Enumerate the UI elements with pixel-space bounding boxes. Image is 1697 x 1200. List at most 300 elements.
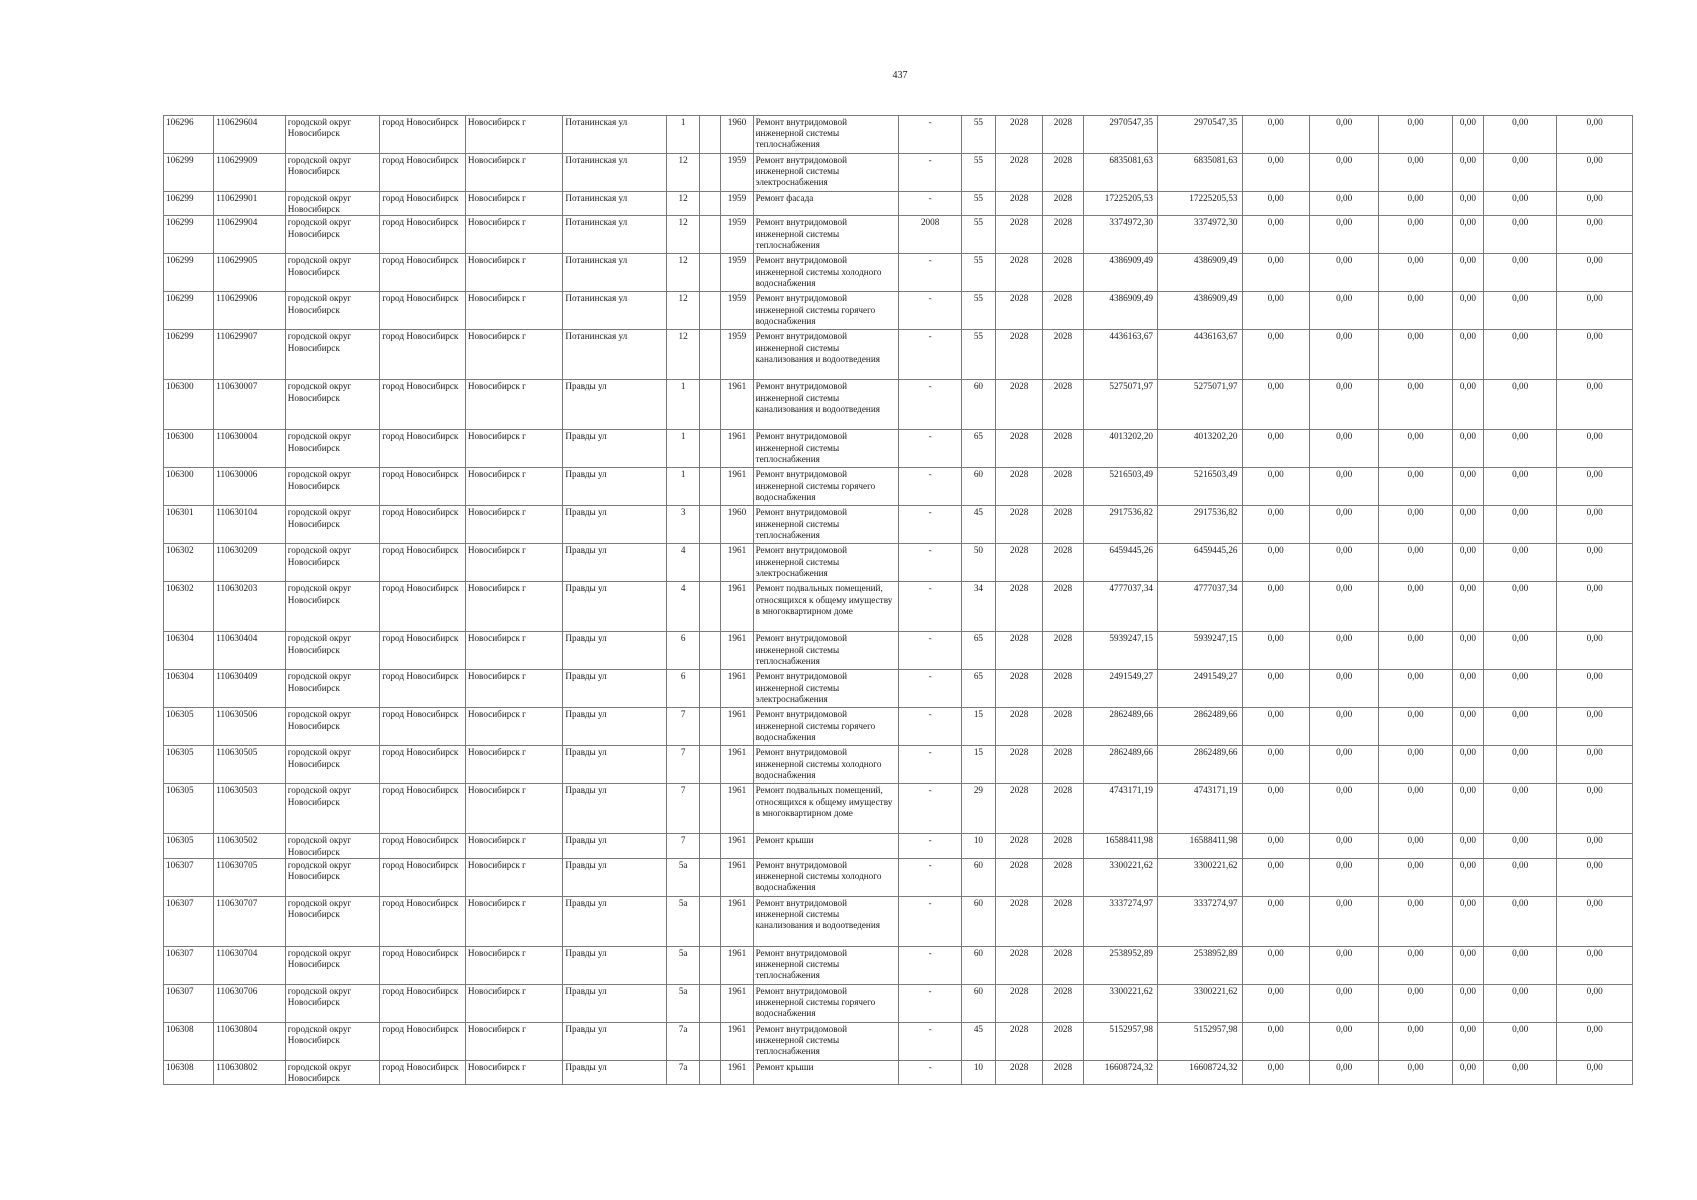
funding-2-cell: 0,00 [1309, 254, 1378, 292]
funding-6-cell: 0,00 [1557, 984, 1633, 1022]
house-number-cell: 1 [667, 468, 700, 506]
building-corpus-cell [700, 746, 721, 784]
settlement-cell: Новосибирск г [465, 946, 563, 984]
funding-2-cell: 0,00 [1309, 216, 1378, 254]
previous-repair-year-cell: - [899, 468, 961, 506]
construction-year-cell: 1961 [721, 632, 753, 670]
municipal-district-cell: городской округ Новосибирск [285, 746, 380, 784]
repair-cost-cell: 3374972,30 [1083, 216, 1157, 254]
funding-6-cell: 0,00 [1557, 192, 1633, 216]
house-number-cell: 12 [667, 254, 700, 292]
house-number-cell: 7 [667, 708, 700, 746]
funding-3-cell: 0,00 [1379, 292, 1452, 330]
house-number-cell: 3 [667, 506, 700, 544]
building-corpus-cell [700, 1060, 721, 1084]
row-code-cell: 110630004 [214, 430, 285, 468]
settlement-cell: Новосибирск г [465, 708, 563, 746]
construction-year-cell: 1959 [721, 154, 753, 192]
funding-4-cell: 0,00 [1452, 430, 1483, 468]
plan-year-start-cell: 2028 [996, 116, 1043, 154]
wear-percent-cell: 60 [961, 468, 995, 506]
funding-3-cell: 0,00 [1379, 154, 1452, 192]
plan-year-start-cell: 2028 [996, 784, 1043, 834]
wear-percent-cell: 50 [961, 544, 995, 582]
plan-year-end-cell: 2028 [1043, 254, 1083, 292]
construction-year-cell: 1961 [721, 984, 753, 1022]
funding-4-cell: 0,00 [1452, 1022, 1483, 1060]
funding-5-cell: 0,00 [1483, 154, 1556, 192]
city-cell: город Новосибирск [380, 506, 466, 544]
funding-5-cell: 0,00 [1483, 468, 1556, 506]
row-id-cell: 106300 [164, 468, 214, 506]
funding-4-cell: 0,00 [1452, 984, 1483, 1022]
plan-year-end-cell: 2028 [1043, 192, 1083, 216]
building-corpus-cell [700, 858, 721, 896]
construction-year-cell: 1960 [721, 116, 753, 154]
table-row [164, 708, 1633, 746]
plan-year-end-cell: 2028 [1043, 708, 1083, 746]
repair-cost-total-cell: 2538952,89 [1158, 946, 1243, 984]
street-cell: Правды ул [563, 1060, 667, 1084]
repair-cost-cell: 16588411,98 [1083, 834, 1157, 858]
city-cell: город Новосибирск [380, 116, 466, 154]
row-id-cell: 106299 [164, 254, 214, 292]
repair-cost-total-cell: 4436163,67 [1158, 330, 1243, 380]
city-cell: город Новосибирск [380, 984, 466, 1022]
plan-year-start-cell: 2028 [996, 468, 1043, 506]
wear-percent-cell: 15 [961, 746, 995, 784]
funding-3-cell: 0,00 [1379, 506, 1452, 544]
house-number-cell: 12 [667, 154, 700, 192]
municipal-district-cell: городской округ Новосибирск [285, 784, 380, 834]
funding-6-cell: 0,00 [1557, 330, 1633, 380]
funding-5-cell: 0,00 [1483, 896, 1556, 946]
house-number-cell: 7 [667, 834, 700, 858]
funding-3-cell: 0,00 [1379, 746, 1452, 784]
plan-year-end-cell: 2028 [1043, 896, 1083, 946]
wear-percent-cell: 45 [961, 1022, 995, 1060]
construction-year-cell: 1961 [721, 746, 753, 784]
funding-4-cell: 0,00 [1452, 380, 1483, 430]
row-id-cell: 106307 [164, 896, 214, 946]
settlement-cell: Новосибирск г [465, 896, 563, 946]
repair-cost-total-cell: 5939247,15 [1158, 632, 1243, 670]
city-cell: город Новосибирск [380, 216, 466, 254]
repair-work-type-cell: Ремонт внутридомовой инженерной системы теплоснабжения [753, 216, 899, 254]
city-cell: город Новосибирск [380, 468, 466, 506]
settlement-cell: Новосибирск г [465, 858, 563, 896]
repair-work-type-cell: Ремонт внутридомовой инженерной системы теплоснабжения [753, 946, 899, 984]
repair-cost-cell: 6459445,26 [1083, 544, 1157, 582]
funding-4-cell: 0,00 [1452, 896, 1483, 946]
row-code-cell: 110630802 [214, 1060, 285, 1084]
city-cell: город Новосибирск [380, 192, 466, 216]
building-corpus-cell [700, 984, 721, 1022]
row-id-cell: 106308 [164, 1060, 214, 1084]
funding-2-cell: 0,00 [1309, 858, 1378, 896]
funding-1-cell: 0,00 [1242, 154, 1309, 192]
wear-percent-cell: 65 [961, 632, 995, 670]
city-cell: город Новосибирск [380, 858, 466, 896]
wear-percent-cell: 45 [961, 506, 995, 544]
table-row [164, 834, 1633, 858]
city-cell: город Новосибирск [380, 292, 466, 330]
plan-year-start-cell: 2028 [996, 1060, 1043, 1084]
house-number-cell: 12 [667, 292, 700, 330]
funding-6-cell: 0,00 [1557, 380, 1633, 430]
funding-6-cell: 0,00 [1557, 834, 1633, 858]
building-corpus-cell [700, 292, 721, 330]
building-corpus-cell [700, 254, 721, 292]
repair-cost-cell: 3337274,97 [1083, 896, 1157, 946]
repair-work-type-cell: Ремонт внутридомовой инженерной системы теплоснабжения [753, 116, 899, 154]
table-row [164, 632, 1633, 670]
row-id-cell: 106304 [164, 632, 214, 670]
funding-2-cell: 0,00 [1309, 632, 1378, 670]
building-corpus-cell [700, 192, 721, 216]
previous-repair-year-cell: - [899, 154, 961, 192]
funding-5-cell: 0,00 [1483, 116, 1556, 154]
wear-percent-cell: 60 [961, 380, 995, 430]
street-cell: Правды ул [563, 834, 667, 858]
funding-3-cell: 0,00 [1379, 670, 1452, 708]
settlement-cell: Новосибирск г [465, 154, 563, 192]
row-code-cell: 110629905 [214, 254, 285, 292]
house-number-cell: 4 [667, 544, 700, 582]
plan-year-end-cell: 2028 [1043, 984, 1083, 1022]
repair-cost-cell: 4777037,34 [1083, 582, 1157, 632]
repair-work-type-cell: Ремонт внутридомовой инженерной системы холодного водоснабжения [753, 254, 899, 292]
funding-4-cell: 0,00 [1452, 154, 1483, 192]
funding-4-cell: 0,00 [1452, 330, 1483, 380]
house-number-cell: 5а [667, 946, 700, 984]
building-corpus-cell [700, 116, 721, 154]
row-code-cell: 110630409 [214, 670, 285, 708]
building-corpus-cell [700, 506, 721, 544]
building-corpus-cell [700, 216, 721, 254]
wear-percent-cell: 60 [961, 984, 995, 1022]
previous-repair-year-cell: - [899, 670, 961, 708]
building-corpus-cell [700, 154, 721, 192]
repair-work-type-cell: Ремонт внутридомовой инженерной системы канализования и водоотведения [753, 330, 899, 380]
plan-year-start-cell: 2028 [996, 834, 1043, 858]
repair-work-type-cell: Ремонт внутридомовой инженерной системы холодного водоснабжения [753, 746, 899, 784]
funding-5-cell: 0,00 [1483, 380, 1556, 430]
funding-5-cell: 0,00 [1483, 430, 1556, 468]
funding-1-cell: 0,00 [1242, 216, 1309, 254]
repair-cost-cell: 4386909,49 [1083, 254, 1157, 292]
previous-repair-year-cell: - [899, 1060, 961, 1084]
building-corpus-cell [700, 784, 721, 834]
funding-3-cell: 0,00 [1379, 1060, 1452, 1084]
repair-work-type-cell: Ремонт внутридомовой инженерной системы электроснабжения [753, 544, 899, 582]
repair-work-type-cell: Ремонт внутридомовой инженерной системы электроснабжения [753, 154, 899, 192]
funding-2-cell: 0,00 [1309, 192, 1378, 216]
repair-cost-cell: 5152957,98 [1083, 1022, 1157, 1060]
house-number-cell: 5а [667, 896, 700, 946]
previous-repair-year-cell: - [899, 784, 961, 834]
municipal-district-cell: городской округ Новосибирск [285, 708, 380, 746]
funding-3-cell: 0,00 [1379, 192, 1452, 216]
municipal-district-cell: городской округ Новосибирск [285, 430, 380, 468]
repair-cost-cell: 4013202,20 [1083, 430, 1157, 468]
funding-5-cell: 0,00 [1483, 784, 1556, 834]
funding-3-cell: 0,00 [1379, 582, 1452, 632]
house-number-cell: 7 [667, 784, 700, 834]
funding-5-cell: 0,00 [1483, 292, 1556, 330]
municipal-district-cell: городской округ Новосибирск [285, 1022, 380, 1060]
repair-work-type-cell: Ремонт внутридомовой инженерной системы электроснабжения [753, 670, 899, 708]
funding-1-cell: 0,00 [1242, 746, 1309, 784]
row-id-cell: 106299 [164, 330, 214, 380]
funding-4-cell: 0,00 [1452, 834, 1483, 858]
plan-year-end-cell: 2028 [1043, 670, 1083, 708]
repair-cost-cell: 3300221,62 [1083, 858, 1157, 896]
repair-work-type-cell: Ремонт подвальных помещений, относящихся к общему имуществу в многоквартирном доме [753, 784, 899, 834]
repair-cost-total-cell: 16588411,98 [1158, 834, 1243, 858]
plan-year-end-cell: 2028 [1043, 834, 1083, 858]
city-cell: город Новосибирск [380, 784, 466, 834]
repair-work-type-cell: Ремонт подвальных помещений, относящихся к общему имуществу в многоквартирном доме [753, 582, 899, 632]
building-corpus-cell [700, 468, 721, 506]
wear-percent-cell: 55 [961, 154, 995, 192]
city-cell: город Новосибирск [380, 746, 466, 784]
plan-year-start-cell: 2028 [996, 946, 1043, 984]
city-cell: город Новосибирск [380, 632, 466, 670]
house-number-cell: 6 [667, 670, 700, 708]
previous-repair-year-cell: - [899, 582, 961, 632]
city-cell: город Новосибирск [380, 834, 466, 858]
wear-percent-cell: 34 [961, 582, 995, 632]
funding-6-cell: 0,00 [1557, 506, 1633, 544]
funding-2-cell: 0,00 [1309, 946, 1378, 984]
funding-2-cell: 0,00 [1309, 506, 1378, 544]
funding-6-cell: 0,00 [1557, 1022, 1633, 1060]
table-body [164, 116, 1633, 1085]
table-row [164, 468, 1633, 506]
plan-year-end-cell: 2028 [1043, 1022, 1083, 1060]
row-code-cell: 110630804 [214, 1022, 285, 1060]
funding-3-cell: 0,00 [1379, 330, 1452, 380]
funding-5-cell: 0,00 [1483, 544, 1556, 582]
previous-repair-year-cell: - [899, 1022, 961, 1060]
funding-3-cell: 0,00 [1379, 216, 1452, 254]
funding-6-cell: 0,00 [1557, 708, 1633, 746]
row-id-cell: 106305 [164, 746, 214, 784]
funding-5-cell: 0,00 [1483, 582, 1556, 632]
table-row [164, 984, 1633, 1022]
city-cell: город Новосибирск [380, 946, 466, 984]
funding-6-cell: 0,00 [1557, 216, 1633, 254]
plan-year-end-cell: 2028 [1043, 330, 1083, 380]
repair-cost-cell: 4743171,19 [1083, 784, 1157, 834]
table-row [164, 1060, 1633, 1084]
row-id-cell: 106299 [164, 292, 214, 330]
funding-5-cell: 0,00 [1483, 506, 1556, 544]
repair-cost-cell: 5939247,15 [1083, 632, 1157, 670]
funding-6-cell: 0,00 [1557, 670, 1633, 708]
funding-5-cell: 0,00 [1483, 984, 1556, 1022]
city-cell: город Новосибирск [380, 582, 466, 632]
house-number-cell: 7 [667, 746, 700, 784]
funding-5-cell: 0,00 [1483, 192, 1556, 216]
table-row [164, 858, 1633, 896]
funding-4-cell: 0,00 [1452, 544, 1483, 582]
table-row [164, 582, 1633, 632]
house-number-cell: 12 [667, 216, 700, 254]
wear-percent-cell: 10 [961, 1060, 995, 1084]
funding-5-cell: 0,00 [1483, 670, 1556, 708]
construction-year-cell: 1959 [721, 330, 753, 380]
construction-year-cell: 1959 [721, 216, 753, 254]
plan-year-end-cell: 2028 [1043, 506, 1083, 544]
repair-cost-total-cell: 5152957,98 [1158, 1022, 1243, 1060]
street-cell: Правды ул [563, 784, 667, 834]
funding-1-cell: 0,00 [1242, 292, 1309, 330]
previous-repair-year-cell: - [899, 430, 961, 468]
funding-3-cell: 0,00 [1379, 430, 1452, 468]
construction-year-cell: 1959 [721, 192, 753, 216]
house-number-cell: 6 [667, 632, 700, 670]
plan-year-end-cell: 2028 [1043, 946, 1083, 984]
settlement-cell: Новосибирск г [465, 1060, 563, 1084]
table-row [164, 330, 1633, 380]
repair-cost-total-cell: 2491549,27 [1158, 670, 1243, 708]
city-cell: город Новосибирск [380, 330, 466, 380]
street-cell: Потанинская ул [563, 154, 667, 192]
previous-repair-year-cell: - [899, 330, 961, 380]
repair-cost-total-cell: 4777037,34 [1158, 582, 1243, 632]
previous-repair-year-cell: - [899, 632, 961, 670]
funding-1-cell: 0,00 [1242, 1060, 1309, 1084]
plan-year-start-cell: 2028 [996, 506, 1043, 544]
repair-work-type-cell: Ремонт внутридомовой инженерной системы горячего водоснабжения [753, 708, 899, 746]
repair-cost-total-cell: 16608724,32 [1158, 1060, 1243, 1084]
repair-work-type-cell: Ремонт крыши [753, 834, 899, 858]
funding-3-cell: 0,00 [1379, 834, 1452, 858]
plan-year-start-cell: 2028 [996, 708, 1043, 746]
funding-2-cell: 0,00 [1309, 896, 1378, 946]
funding-3-cell: 0,00 [1379, 858, 1452, 896]
repair-cost-cell: 4436163,67 [1083, 330, 1157, 380]
row-code-cell: 110629909 [214, 154, 285, 192]
funding-2-cell: 0,00 [1309, 582, 1378, 632]
repair-cost-cell: 5275071,97 [1083, 380, 1157, 430]
house-number-cell: 1 [667, 380, 700, 430]
funding-1-cell: 0,00 [1242, 192, 1309, 216]
building-corpus-cell [700, 896, 721, 946]
funding-2-cell: 0,00 [1309, 834, 1378, 858]
row-id-cell: 106301 [164, 506, 214, 544]
table-row [164, 154, 1633, 192]
street-cell: Потанинская ул [563, 292, 667, 330]
municipal-district-cell: городской округ Новосибирск [285, 582, 380, 632]
settlement-cell: Новосибирск г [465, 834, 563, 858]
street-cell: Правды ул [563, 506, 667, 544]
house-number-cell: 4 [667, 582, 700, 632]
funding-6-cell: 0,00 [1557, 746, 1633, 784]
repair-cost-total-cell: 4386909,49 [1158, 254, 1243, 292]
page-number: 437 [892, 70, 908, 81]
city-cell: город Новосибирск [380, 670, 466, 708]
previous-repair-year-cell: - [899, 192, 961, 216]
row-code-cell: 110629604 [214, 116, 285, 154]
table-row [164, 292, 1633, 330]
plan-year-start-cell: 2028 [996, 632, 1043, 670]
funding-6-cell: 0,00 [1557, 896, 1633, 946]
repair-cost-cell: 2862489,66 [1083, 746, 1157, 784]
funding-5-cell: 0,00 [1483, 1060, 1556, 1084]
funding-6-cell: 0,00 [1557, 292, 1633, 330]
municipal-district-cell: городской округ Новосибирск [285, 154, 380, 192]
table-row [164, 896, 1633, 946]
row-id-cell: 106302 [164, 582, 214, 632]
settlement-cell: Новосибирск г [465, 506, 563, 544]
wear-percent-cell: 15 [961, 708, 995, 746]
municipal-district-cell: городской округ Новосибирск [285, 292, 380, 330]
house-number-cell: 5а [667, 858, 700, 896]
construction-year-cell: 1961 [721, 670, 753, 708]
street-cell: Потанинская ул [563, 216, 667, 254]
row-code-cell: 110630707 [214, 896, 285, 946]
table-row [164, 670, 1633, 708]
funding-5-cell: 0,00 [1483, 632, 1556, 670]
construction-year-cell: 1959 [721, 292, 753, 330]
plan-year-end-cell: 2028 [1043, 582, 1083, 632]
table-row [164, 430, 1633, 468]
previous-repair-year-cell: - [899, 254, 961, 292]
settlement-cell: Новосибирск г [465, 632, 563, 670]
construction-year-cell: 1961 [721, 380, 753, 430]
funding-5-cell: 0,00 [1483, 330, 1556, 380]
wear-percent-cell: 55 [961, 216, 995, 254]
settlement-cell: Новосибирск г [465, 544, 563, 582]
previous-repair-year-cell: - [899, 946, 961, 984]
street-cell: Потанинская ул [563, 330, 667, 380]
funding-1-cell: 0,00 [1242, 544, 1309, 582]
funding-6-cell: 0,00 [1557, 858, 1633, 896]
plan-year-end-cell: 2028 [1043, 216, 1083, 254]
municipal-district-cell: городской округ Новосибирск [285, 254, 380, 292]
funding-4-cell: 0,00 [1452, 946, 1483, 984]
city-cell: город Новосибирск [380, 544, 466, 582]
repair-cost-total-cell: 5275071,97 [1158, 380, 1243, 430]
street-cell: Правды ул [563, 468, 667, 506]
street-cell: Правды ул [563, 380, 667, 430]
plan-year-end-cell: 2028 [1043, 468, 1083, 506]
street-cell: Правды ул [563, 582, 667, 632]
previous-repair-year-cell: - [899, 834, 961, 858]
street-cell: Правды ул [563, 946, 667, 984]
funding-1-cell: 0,00 [1242, 984, 1309, 1022]
row-id-cell: 106299 [164, 192, 214, 216]
repair-cost-cell: 2917536,82 [1083, 506, 1157, 544]
funding-3-cell: 0,00 [1379, 468, 1452, 506]
funding-4-cell: 0,00 [1452, 292, 1483, 330]
municipal-district-cell: городской округ Новосибирск [285, 834, 380, 858]
funding-6-cell: 0,00 [1557, 468, 1633, 506]
repair-cost-cell: 2970547,35 [1083, 116, 1157, 154]
municipal-district-cell: городской округ Новосибирск [285, 1060, 380, 1084]
funding-6-cell: 0,00 [1557, 154, 1633, 192]
row-code-cell: 110630506 [214, 708, 285, 746]
building-corpus-cell [700, 430, 721, 468]
repair-cost-total-cell: 6835081,63 [1158, 154, 1243, 192]
building-corpus-cell [700, 582, 721, 632]
construction-year-cell: 1961 [721, 784, 753, 834]
row-code-cell: 110630704 [214, 946, 285, 984]
construction-year-cell: 1961 [721, 582, 753, 632]
